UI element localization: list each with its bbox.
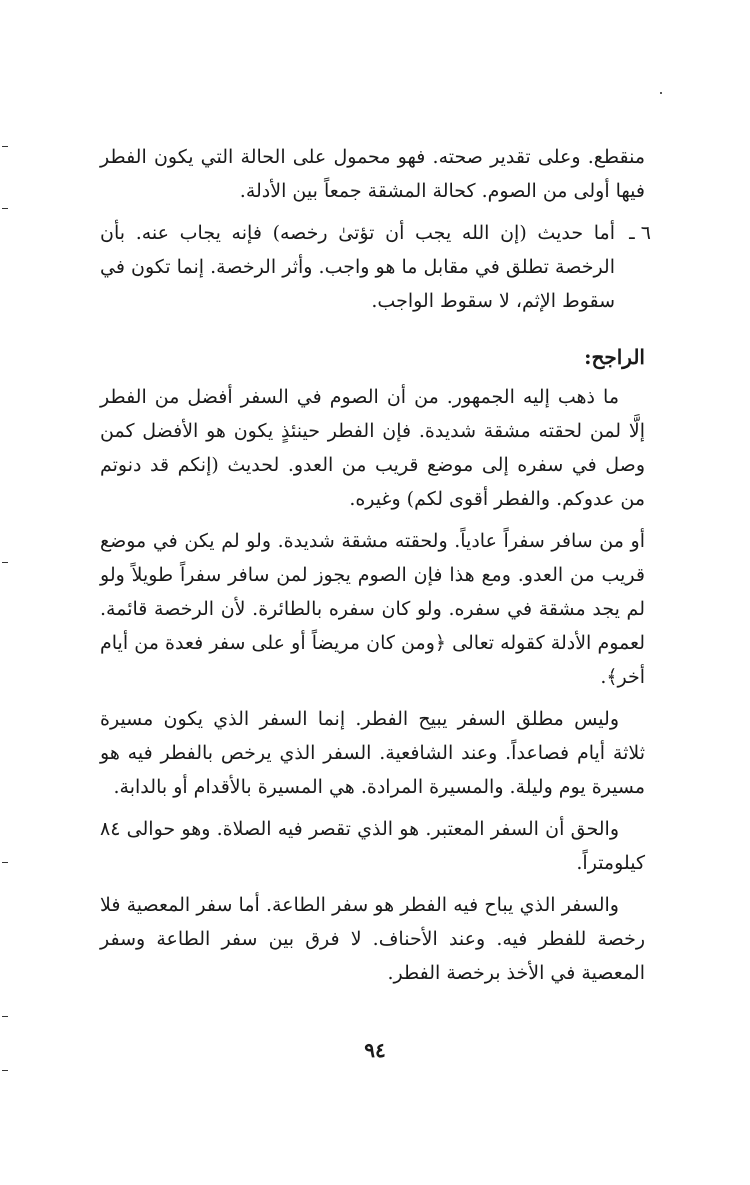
margin-tick bbox=[2, 146, 8, 147]
numbered-point-6 bbox=[100, 216, 651, 318]
paragraph-normal-travel: أو من سافر سفراً عادياً. ولحقته مشقة شديدة. ولو لم يكن في موضع قريب من العدو. ومع هذا فإن الصوم يجوز لمن سافر سفراً طويلاً ولو لم يجد مشقة في سفره. ولو كان سفره بالطائرة. لأن الرخصة قائمة. لعموم الأدلة كقوله تعالى ﴿ومن كان مريضاً أو على سفر فعدة من أيام أخر﴾. bbox=[100, 530, 645, 688]
paragraph-considered-travel: والحق أن السفر المعتبر. هو الذي تقصر فيه الصلاة. وهو حوالى ٨٤ كيلومتراً. bbox=[100, 818, 645, 874]
paragraph-continuation: منقطع. وعلى تقدير صحته. فهو محمول على الحالة التي يكون الفطر فيها أولى من الصوم. كحالة المشقة جمعاً بين الأدلة. bbox=[100, 146, 645, 202]
page-number: ٩٤ bbox=[364, 1038, 386, 1062]
margin-tick bbox=[2, 1070, 8, 1071]
paragraph-obedience-travel: والسفر الذي يباح فيه الفطر هو سفر الطاعة. أما سفر المعصية فلا رخصة للفطر فيه. وعند الأحناف. لا فرق بين سفر الطاعة وسفر المعصية في الأخذ برخصة الفطر. bbox=[100, 894, 645, 984]
section-heading-preferred-view: الراجح: bbox=[584, 345, 645, 369]
scan-speck bbox=[660, 92, 662, 94]
page-body bbox=[100, 140, 651, 998]
margin-tick bbox=[2, 562, 8, 563]
margin-tick bbox=[2, 1016, 8, 1017]
point-text: أما حديث (إن الله يجب أن تؤتىٰ رخصه) فإنه يجاب عنه. بأن الرخصة تطلق في مقابل ما هو واجب. وأثر الرخصة. إنما تكون في سقوط الإثم، لا سقوط الواجب. bbox=[100, 222, 615, 312]
margin-tick bbox=[2, 862, 8, 863]
paragraph-travel-distance: وليس مطلق السفر يبيح الفطر. إنما السفر الذي يكون مسيرة ثلاثة أيام فصاعداً. وعند الشافعية. السفر الذي يرخص بالفطر فيه هو مسيرة يوم وليلة. والمسيرة المرادة. هي المسيرة بالأقدام أو بالدابة. bbox=[100, 708, 645, 798]
point-number: ٦ ـ bbox=[629, 222, 651, 244]
margin-tick bbox=[2, 208, 8, 209]
paragraph-majority-view: ما ذهب إليه الجمهور. من أن الصوم في السفر أفضل من الفطر إلَّا لمن لحقته مشقة شديدة. فإن الفطر حينئذٍ يكون هو الأفضل كمن وصل في سفره إلى موضع قريب من العدو. لحديث (إنكم قد دنوتم من عدوكم. والفطر أقوى لكم) وغيره. bbox=[100, 386, 645, 510]
